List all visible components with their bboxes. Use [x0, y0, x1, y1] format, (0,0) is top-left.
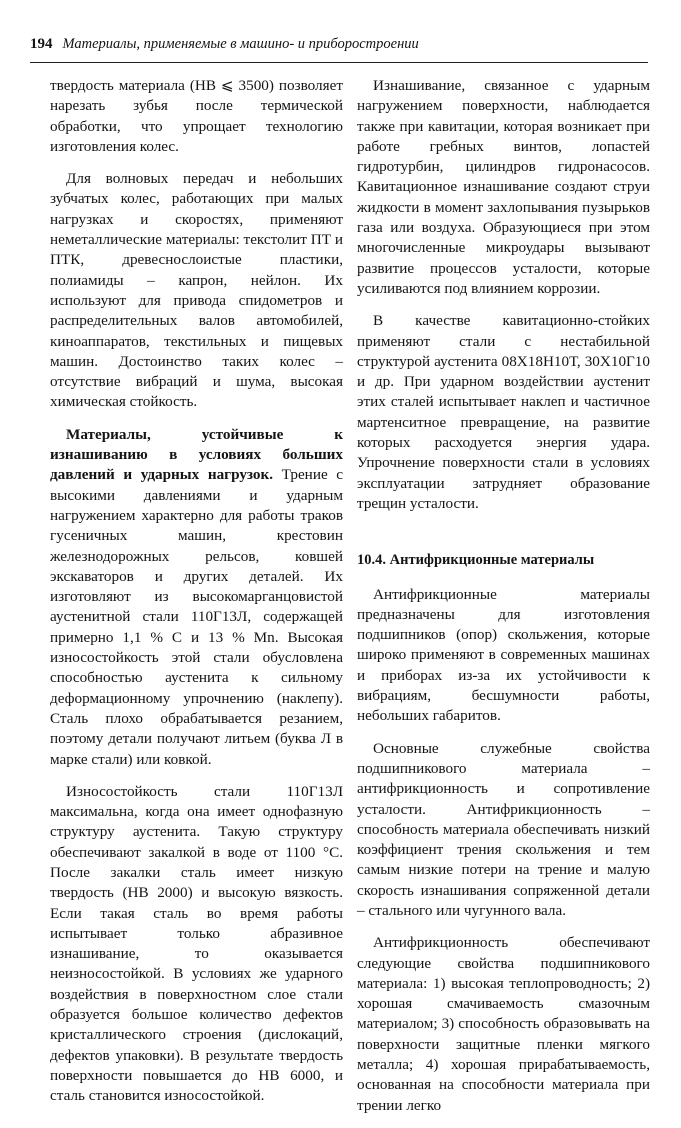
- paragraph-nonmetallic-gears: Для волновых передач и небольших зубчатых колес, работающих при малых нагрузках и скоростях, применяют неметаллические материалы: текстолит ПТ и ПТК, древеснослоистые пластики, полиамиды – капрон, нейлон. Их используют для привода спидометров и распределительных валов автомобилей, киноаппаратов, текстильных и пищевых машин. Достоинство таких колес – отсутствие вибраций и шума, высокая химическая стойкость.: [50, 170, 343, 411]
- running-title: Материалы, применяемые в машино- и приборостроении: [62, 36, 419, 52]
- paragraph-antifriction-intro: Антифрикционные материалы предназначены для изготовления подшипников (опор) скольжения, которые широко применяют в современных машинах и приборах из-за их устойчивости к вибрациям, бесшумности работы, небольших габаритов.: [357, 585, 650, 725]
- paragraph-antifriction-properties: Основные служебные свойства подшипникового материала – антифрикционность и сопротивление усталости. Антифрикционность – способность материала обеспечивать низкий коэффициент трения скольжения и тем самым низкие потери на трение и малую скорость изнашивания сопряженной детали – стального или чугунного вала.: [357, 739, 650, 919]
- paragraph-wear-resistant-materials: [50, 425, 343, 770]
- section-heading: 10.4. Антифрикционные материалы: [357, 552, 595, 569]
- paragraph-cavitation: Изнашивание, связанное с ударным нагружением поверхности, наблюдается также при кавитации, которая возникает при работе гребных винтов, лопастей гидротурбин, цилиндров гидронасосов. Кавитационное изнашивание создают струи жидкости в момент захлопывания пузырьков газа или воздуха. Образующиеся при этом многочисленные микроудары вызывают развитие процессов усталости, которые усиливаются под влиянием коррозии.: [357, 77, 650, 297]
- paragraph-110g13l: Износостойкость стали 110Г13Л максимальна, когда она имеет однофазную структуру аустенита. Такую структуру обеспечивают закалкой в воде от 1100 °С. После закалки сталь имеет низкую твердость (НВ 2000) и высокую вязкость. Если такая сталь во время работы испытывает только абразивное изнашивание, то оказывается неизносостойкой. В условиях же ударного воздействия в поверхностном слое стали образуется большое количество дефектов кристаллического строения (дислокаций, дефектов упаковки). В результате твердость поверхности повышается до НВ 6000, и сталь становится износостойкой.: [50, 782, 343, 1105]
- page-number: 194: [30, 36, 53, 52]
- left-column: [50, 76, 343, 1119]
- paragraph-cavitation-steels: В качестве кавитационно-стойких применяют стали с нестабильной структурой аустенита 08Х18Н10Т, 30Х10Г10 и др. При ударном воздействии аустенит этих сталей испытывает наклеп и частичное мартенситное превращение, на развитие которых расходуется энергия удара. Упрочнение поверхности стали в условиях эксплуатации затрудняет образование трещин усталости.: [357, 312, 650, 512]
- paragraph-text: Трение с высокими давлениями и ударным нагружением характерно для работы траков гусеничных машин, крестовин железнодорожных рельсов, ковшей экскаваторов и других деталей. Их изготовляют из высокомарганцовистой аустенитной стали 110Г13Л, содержащей примерно 1,1 % С и 13 % Mn. Высокая износостойкость этой стали обусловлена способностью аустенита к сильному деформационному упрочнению (наклепу). Сталь плохо обрабатывается резанием, поэтому детали получают литьем (буква Л в марке стали) или ковкой.: [50, 466, 343, 768]
- paragraph-antifriction-list: Антифрикционность обеспечивают следующие свойства подшипникового материала: 1) высокая теплопроводность; 2) хорошая смачиваемость смазочным материалом; 3) способность образовывать на поверхности защитные пленки мягкого металла; 4) хорошая прирабатываемость, основанная на способности материала при трении легко: [357, 934, 650, 1114]
- right-column: [357, 76, 650, 1128]
- paragraph-subheading: Материалы, устойчивые к изнашиванию в условиях больших давлений и ударных нагрузок.: [50, 425, 343, 484]
- paragraph-continued: твердость материала (НВ ⩽ 3500) позволяет нарезать зубья после термической обработки, что упрощает технологию изготовления колес.: [50, 77, 343, 155]
- running-header: [30, 36, 648, 63]
